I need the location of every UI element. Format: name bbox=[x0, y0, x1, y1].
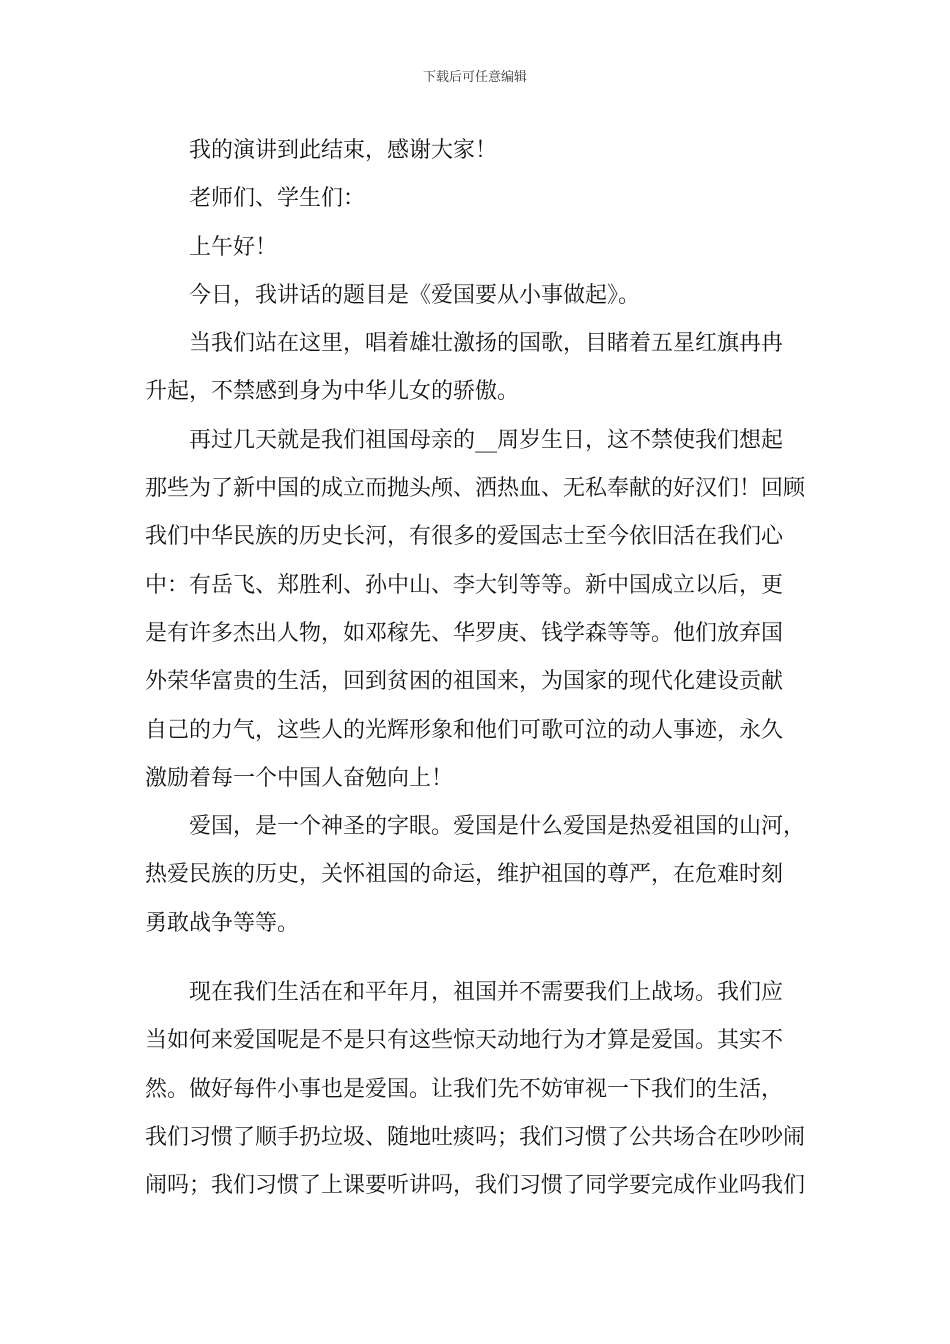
text-line: 当我们站在这里，唱着雄壮激扬的国歌，目睹着五星红旗冉冉 bbox=[189, 331, 784, 357]
text-line: 闹吗；我们习惯了上课要听讲吗，我们习惯了同学要完成作业吗我们 bbox=[145, 1173, 806, 1199]
text-line: 老师们、学生们： bbox=[189, 186, 366, 212]
text-line: 再过几天就是我们祖国母亲的__周岁生日，这不禁使我们想起 bbox=[189, 427, 784, 453]
text-line: 是有许多杰出人物，如邓稼先、华罗庚、钱学森等等。他们放弃国 bbox=[145, 620, 784, 646]
text-line: 今日，我讲话的题目是《爱国要从小事做起》。 bbox=[189, 282, 641, 308]
text-line: 然。做好每件小事也是爱国。让我们先不妨审视一下我们的生活， bbox=[145, 1076, 784, 1102]
text-line: 升起，不禁感到身为中华儿女的骄傲。 bbox=[145, 379, 520, 405]
text-line: 我们习惯了顺手扔垃圾、随地吐痰吗；我们习惯了公共场合在吵吵闹 bbox=[145, 1124, 806, 1150]
text-line: 自己的力气，这些人的光辉形象和他们可歌可泣的动人事迹，永久 bbox=[145, 717, 784, 743]
text-line: 外荣华富贵的生活，回到贫困的祖国来，为国家的现代化建设贡献 bbox=[145, 669, 784, 695]
text-line: 激励着每一个中国人奋勉向上！ bbox=[145, 765, 454, 791]
text-line: 我的演讲到此结束，感谢大家！ bbox=[189, 138, 498, 163]
text-line: 我们中华民族的历史长河，有很多的爱国志士至今依旧活在我们心 bbox=[145, 524, 784, 550]
text-line: 中：有岳飞、郑胜利、孙中山、李大钊等等。新中国成立以后，更 bbox=[145, 572, 784, 598]
page-header: 下载后可任意编辑 bbox=[422, 70, 527, 85]
text-line: 爱国，是一个神圣的字眼。爱国是什么爱国是热爱祖国的山河， bbox=[189, 814, 806, 840]
text-line: 勇敢战争等等。 bbox=[145, 910, 300, 936]
paragraph-gap bbox=[145, 951, 807, 972]
text-line: 上午好！ bbox=[189, 234, 278, 260]
text-line: 热爱民族的历史，关怀祖国的命运，维护祖国的尊严，在危难时刻 bbox=[145, 862, 784, 888]
text-line: 现在我们生活在和平年月，祖国并不需要我们上战场。我们应 bbox=[189, 980, 784, 1006]
text-line: 那些为了新中国的成立而抛头颅、洒热血、无私奉献的好汉们！回顾 bbox=[145, 476, 806, 502]
text-line: 当如何来爱国呢是不是只有这些惊天动地行为才算是爱国。其实不 bbox=[145, 1028, 784, 1054]
document-body bbox=[145, 130, 807, 1214]
